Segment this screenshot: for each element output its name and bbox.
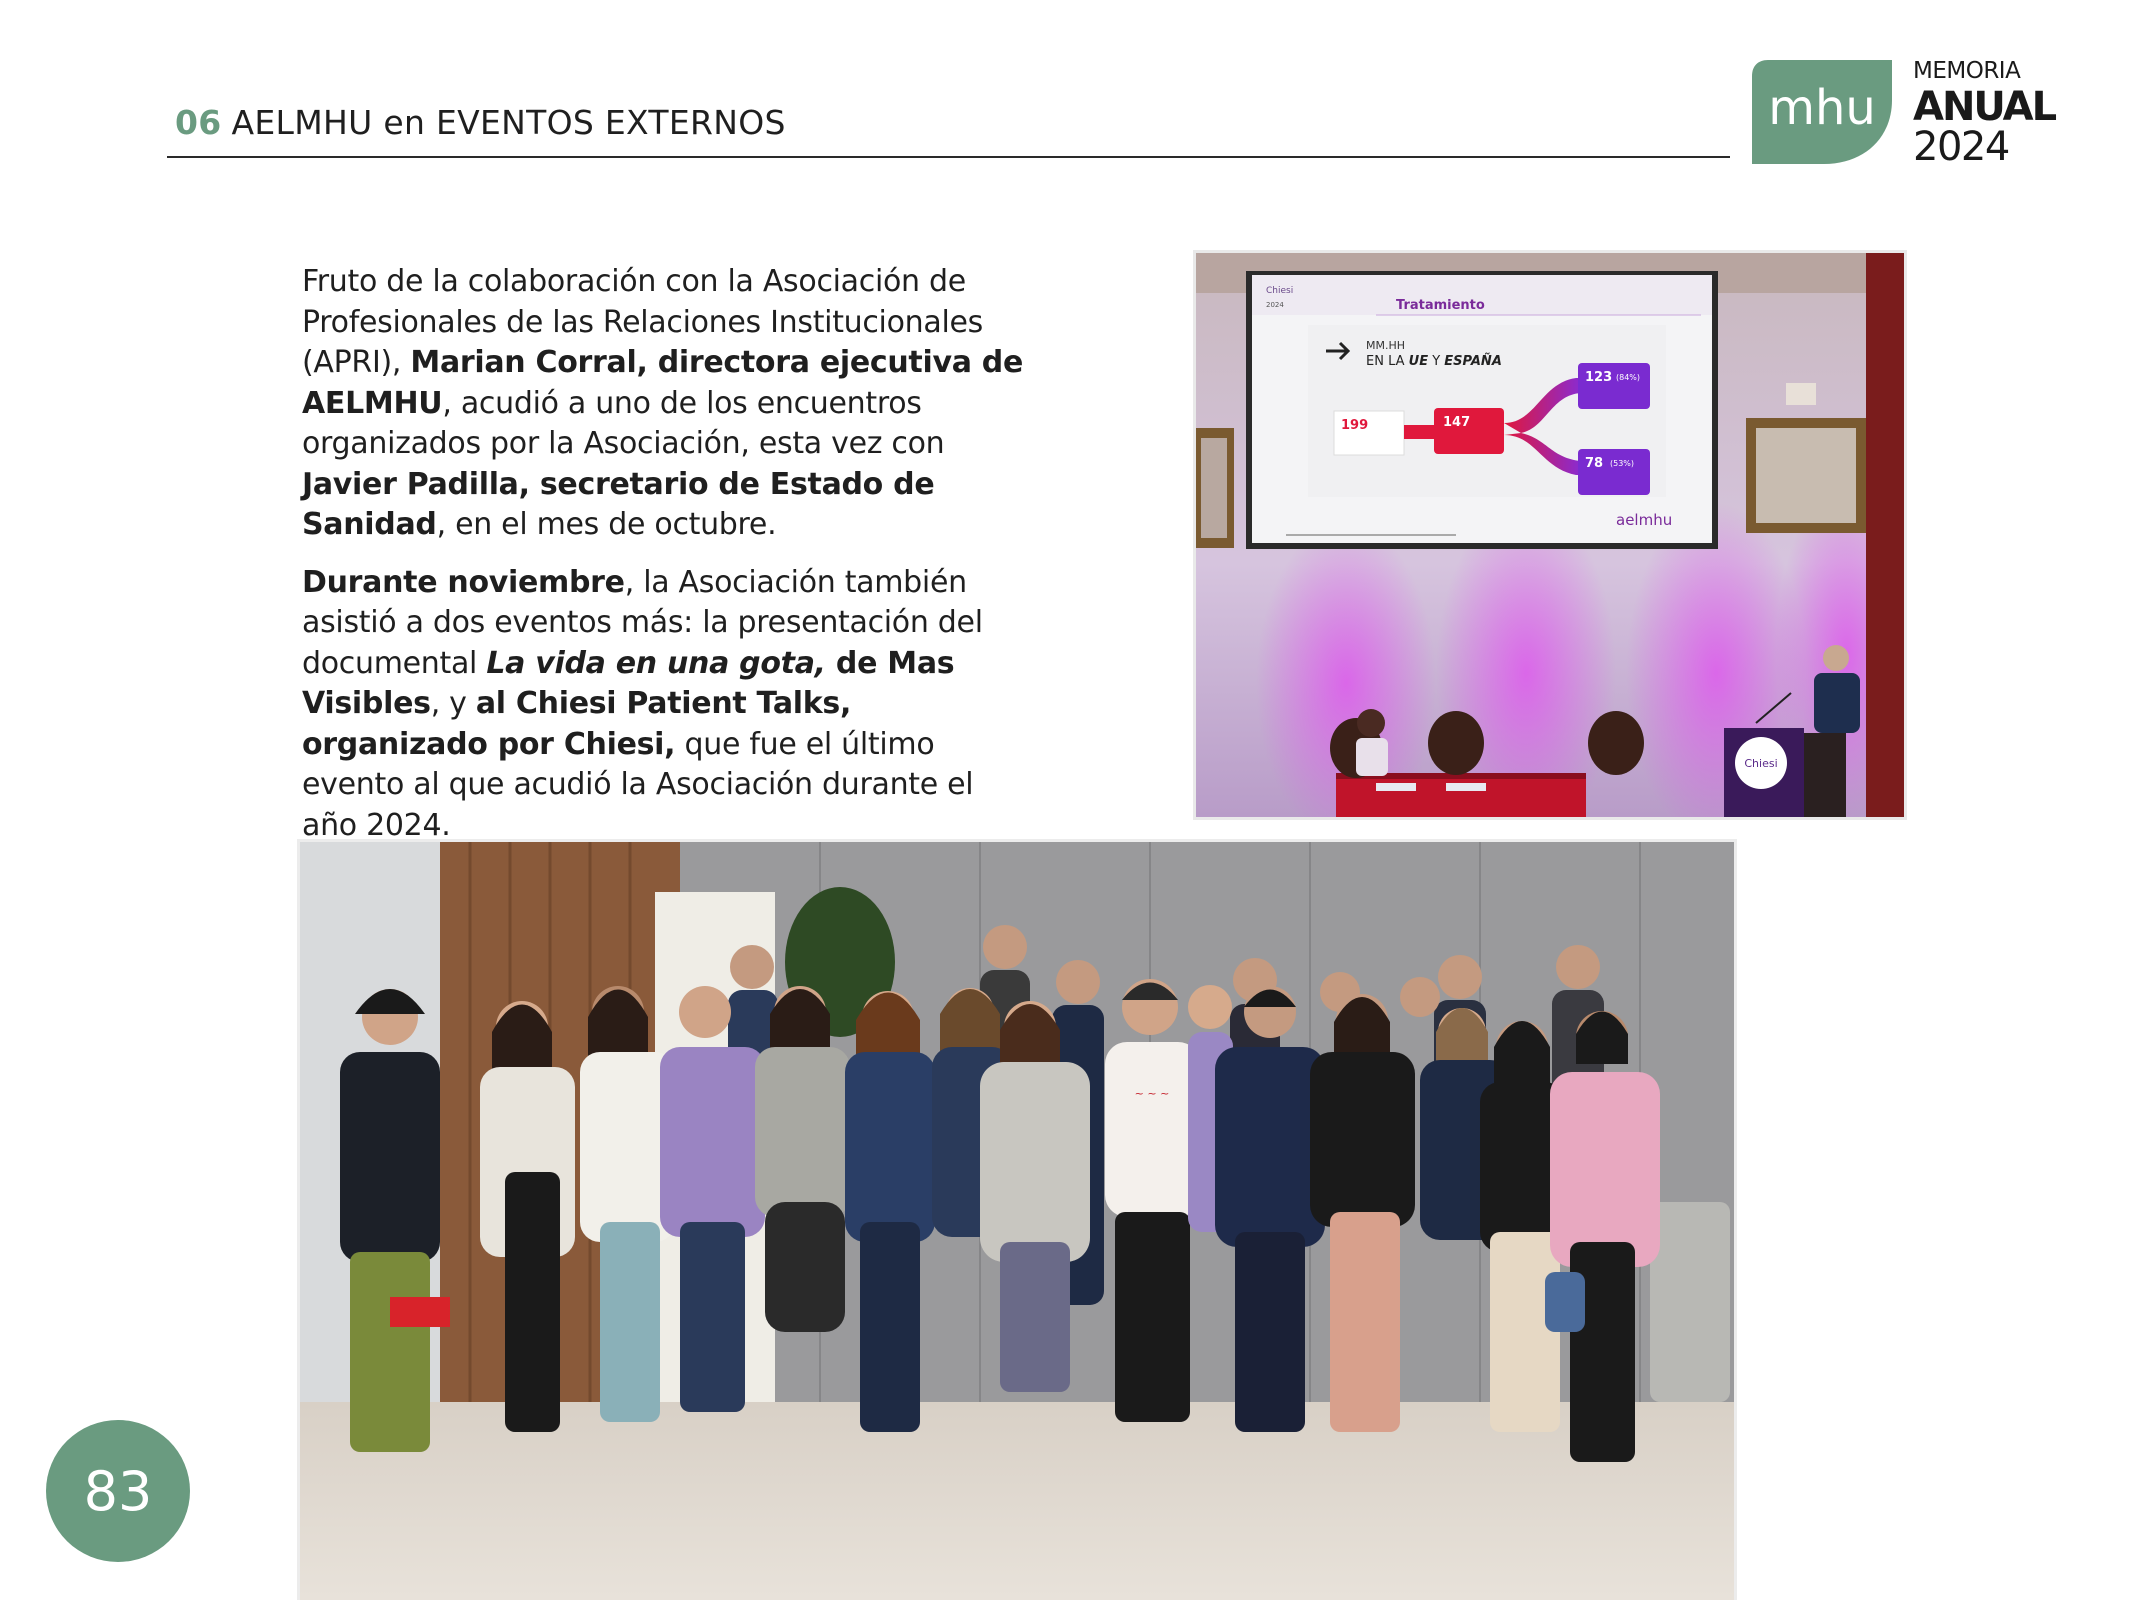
section-title: [175, 103, 786, 142]
svg-text:199: 199: [1341, 418, 1369, 433]
svg-text:(53%): (53%): [1610, 459, 1635, 468]
svg-text:(84%): (84%): [1616, 373, 1641, 382]
svg-text:MM.HH: MM.HH: [1366, 339, 1406, 352]
svg-text:Chiesi: Chiesi: [1744, 757, 1778, 770]
mhu-logo: [1752, 60, 1892, 164]
group-photo: [300, 842, 1734, 1600]
svg-text:123: 123: [1585, 370, 1613, 385]
header-divider: [167, 156, 1730, 158]
report-title-line1: MEMORIA: [1913, 58, 2021, 84]
svg-text:EN LA UE Y ESPAÑA: EN LA UE Y ESPAÑA: [1366, 354, 1502, 369]
svg-text:147: 147: [1443, 415, 1471, 430]
report-year: 2024: [1913, 124, 2009, 170]
svg-text:2024: 2024: [1266, 301, 1284, 309]
section-title-text: AELMHU en EVENTOS EXTERNOS: [231, 103, 786, 142]
report-title: [1913, 58, 2056, 170]
report-title-line2: ANUAL: [1913, 84, 2056, 130]
svg-text:~ ~ ~: ~ ~ ~: [1134, 1087, 1170, 1100]
logo-text: mhu: [1768, 80, 1876, 136]
page-number-badge: [46, 1420, 190, 1562]
page-number: 83: [83, 1459, 153, 1523]
svg-text:78: 78: [1585, 456, 1604, 471]
svg-text:Chiesi: Chiesi: [1266, 286, 1294, 296]
article-body: [302, 262, 1037, 863]
paragraph-1: Fruto de la colaboración con la Asociación de Profesionales de las Relaciones Institucionales (APRI), Marian Corral, directora ejecutiva de AELMHU, acudió a uno de los encuentros organizados por la Asociación, esta vez con Javier Padilla, secretario de Estado de Sanidad, en el mes de octubre.: [302, 264, 1024, 542]
conference-photo: [1196, 253, 1904, 817]
svg-text:aelmhu: aelmhu: [1616, 511, 1673, 529]
svg-text:Tratamiento: Tratamiento: [1396, 298, 1485, 313]
paragraph-2: Durante noviembre, la Asociación también asistió a dos eventos más: la presentación del documental La vida en una gota, de Mas Visibles, y al Chiesi Patient Talks, organizado por Chiesi, que fue el último evento al que acudió la Asociación durante el año 2024.: [302, 564, 983, 843]
section-number: 06: [175, 103, 222, 142]
